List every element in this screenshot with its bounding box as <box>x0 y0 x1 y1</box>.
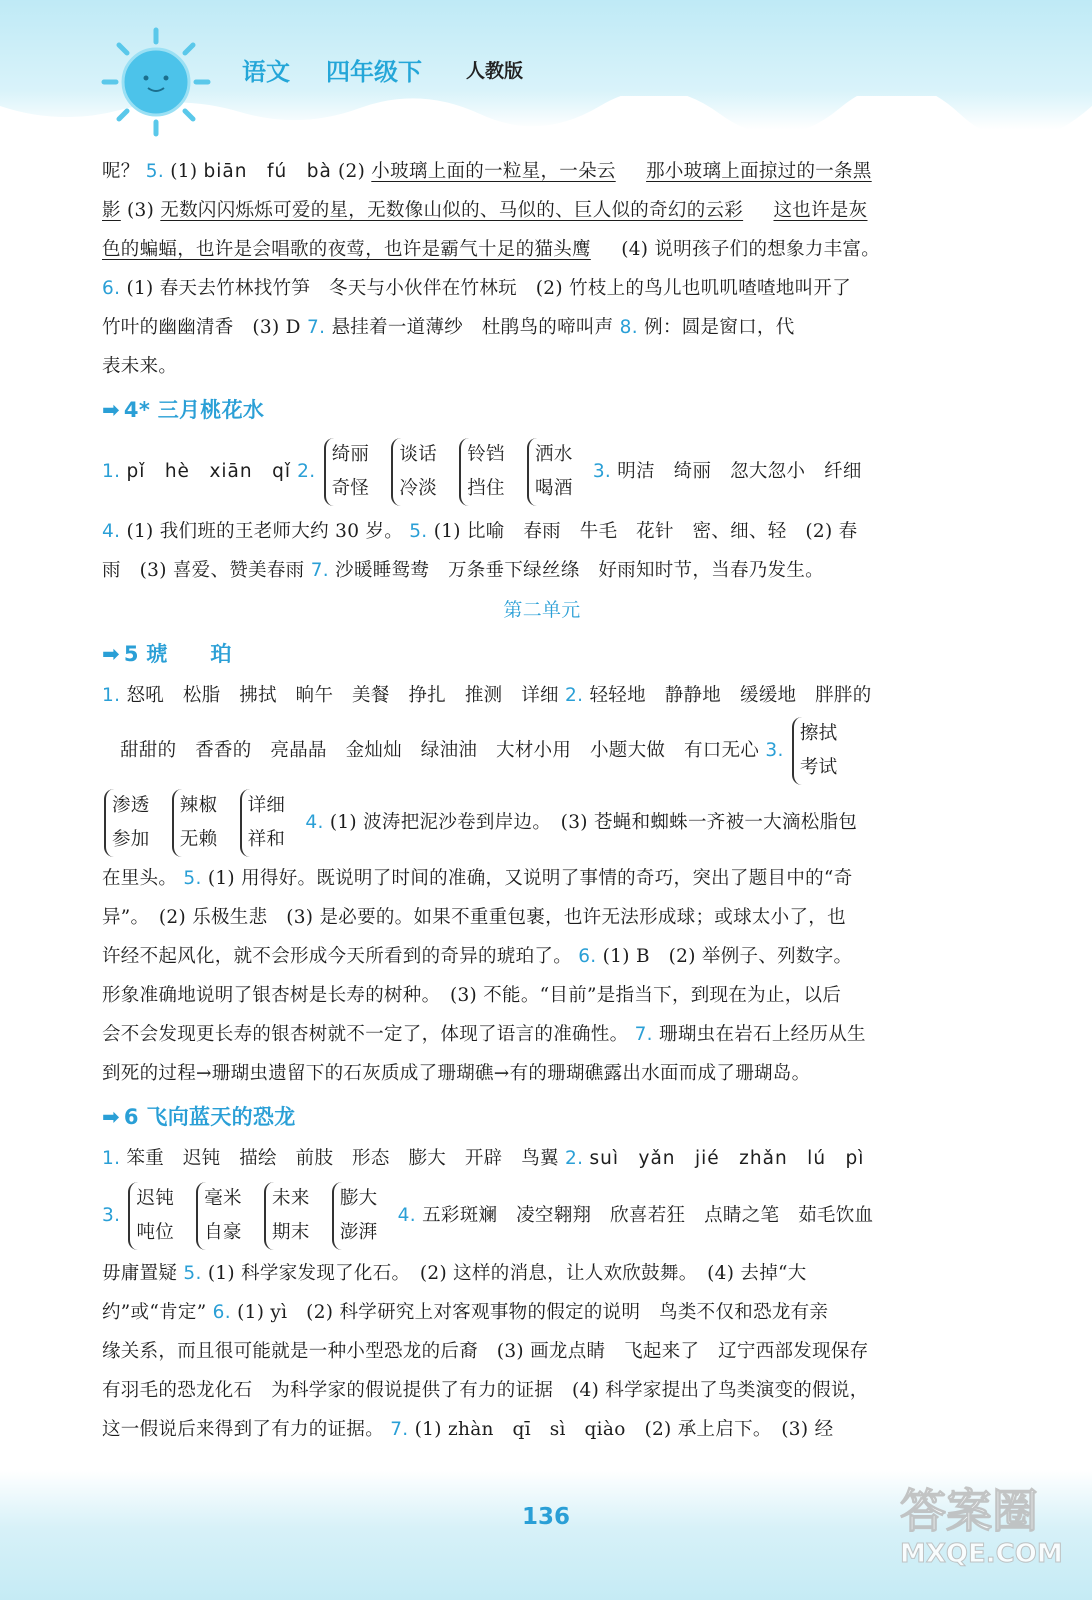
text: (3) <box>127 200 155 221</box>
text-line <box>102 859 982 898</box>
question-number: 5. <box>145 161 165 182</box>
text: 五彩斑斓 凌空翱翔 欣喜若狂 点睛之笔 茹毛饮血 <box>422 1205 874 1226</box>
text: 竹叶的幽幽清香 (3) D <box>102 317 301 338</box>
text: (1) 波涛把泥沙卷到岸边。 (3) 苍蝇和蜘蛛一齐被一大滴松脂包 <box>329 812 858 833</box>
question-number: 7. <box>634 1024 653 1045</box>
text: (1) yì (2) 科学研究上对客观事物的假定的说明 鸟类不仅和恐龙有亲 <box>237 1302 829 1323</box>
text-line <box>102 152 982 191</box>
question-number: 7. <box>307 317 326 338</box>
word-pair: 毫米 自豪 <box>196 1182 248 1250</box>
arrow-right-icon: ➡ <box>102 642 120 666</box>
sun-icon <box>100 26 212 138</box>
text: (1) 春天去竹林找竹笋 冬天与小伙伴在竹林玩 (2) 竹枝上的鸟儿也叽叽喳喳地叫开了 <box>126 278 852 299</box>
page-header <box>0 0 1092 130</box>
question-number: 6. <box>578 946 597 967</box>
text: 沙暖睡鸳鸯 万条垂下绿丝绦 好雨知时节，当春乃发生。 <box>335 560 824 581</box>
text-line <box>102 308 982 347</box>
question-number: 2. <box>565 1148 584 1169</box>
word-pair: 膨大 澎湃 <box>332 1182 384 1250</box>
lesson-title: 5 琥 珀 <box>123 642 232 666</box>
text: (1) 比喻 春雨 牛毛 花针 密、细、轻 (2) 春 <box>433 521 858 542</box>
text: 在里头。 <box>102 868 178 889</box>
text-line <box>102 676 982 715</box>
question-number: 4. <box>397 1205 416 1226</box>
pinyin: biān fú bà <box>203 161 332 182</box>
watermark-logo <box>900 1484 1070 1584</box>
text: 呢？ <box>102 161 140 182</box>
word-pair: 绮丽 奇怪 <box>324 438 376 506</box>
text: 怒吼 松脂 拂拭 晌午 美餐 挣扎 推测 详细 <box>126 685 559 706</box>
text-line <box>102 976 982 1015</box>
word-pair: 辣椒 无赖 <box>172 789 224 857</box>
arrow-right-icon: ➡ <box>102 398 120 422</box>
question-number: 8. <box>619 317 638 338</box>
page-number: 136 <box>521 1504 570 1530</box>
question-number: 3. <box>592 461 612 482</box>
text: (1) 用得好。既说明了时间的准确，又说明了事情的奇巧，突出了题目中的“奇 <box>207 868 853 889</box>
header-subject: 语文 <box>242 58 290 86</box>
text-line <box>102 1293 982 1332</box>
answer-content <box>102 152 982 1449</box>
text-line <box>102 1371 982 1410</box>
text: 毋庸置疑 <box>102 1263 178 1284</box>
text: 甜甜的 香香的 亮晶晶 金灿灿 绿油油 大材小用 小题大做 有口无心 <box>120 740 760 761</box>
question-number: 6. <box>102 278 121 299</box>
underlined-answer: 无数闪闪烁烁可爱的星，无数像山似的、马似的、巨人似的奇幻的云彩 <box>160 200 744 221</box>
word-pair: 铃铛 挡住 <box>459 438 511 506</box>
question-number: 3. <box>765 740 784 761</box>
text: 珊瑚虫在岩石上经历从生 <box>659 1024 866 1045</box>
text: 轻轻地 静静地 缓缓地 胖胖的 <box>589 685 872 706</box>
text-line <box>102 230 982 269</box>
header-grade: 四年级下 <box>326 58 422 86</box>
text: 会不会发现更长寿的银杏树就不一定了，体现了语言的准确性。 <box>102 1024 629 1045</box>
word-pair: 未来 期末 <box>264 1182 316 1250</box>
text: 缘关系，而且很可能就是一种小型恐龙的后裔 (3) 画龙点睛 飞起来了 辽宁西部发现保存 <box>102 1341 869 1362</box>
text-line <box>102 787 982 859</box>
word-pair: 擦拭 考试 <box>792 717 844 785</box>
lesson-heading <box>102 388 982 432</box>
question-number: 5. <box>183 868 202 889</box>
text: 悬挂着一道薄纱 杜鹃鸟的啼叫声 <box>331 317 614 338</box>
word-pair: 谈话 冷淡 <box>391 438 443 506</box>
text-line <box>102 269 982 308</box>
text: 雨 (3) 喜爱、赞美春雨 <box>102 560 305 581</box>
word-pair: 洒水 喝酒 <box>527 438 579 506</box>
question-number: 6. <box>212 1302 231 1323</box>
text-line <box>102 715 982 787</box>
watermark-text: 答案圈 <box>900 1484 1038 1538</box>
question-number: 2. <box>565 685 584 706</box>
text: 表未来。 <box>102 356 178 377</box>
text: (1) 科学家发现了化石。 (2) 这样的消息，让人欢欣鼓舞。 (4) 去掉“大 <box>207 1263 807 1284</box>
underlined-answer: 那小玻璃上面掠过的一条黑 <box>646 161 872 182</box>
text-line <box>102 1178 982 1254</box>
question-number: 7. <box>390 1419 409 1440</box>
text-line <box>102 191 982 230</box>
text-line <box>102 1254 982 1293</box>
question-number: 5. <box>183 1263 202 1284</box>
text-line <box>102 347 982 386</box>
text-line <box>102 1410 982 1449</box>
text: 例：圆是窗口，代 <box>644 317 795 338</box>
text: 有羽毛的恐龙化石 为科学家的假说提供了有力的证据 (4) 科学家提出了鸟类演变的假说， <box>102 1380 869 1401</box>
text: 形象准确地说明了银杏树是长寿的树种。 (3) 不能。“目前”是指当下，到现在为止，以后 <box>102 985 842 1006</box>
question-number: 5. <box>409 521 428 542</box>
text: (1) <box>170 161 198 182</box>
text: (4) 说明孩子们的想象力丰富。 <box>621 239 881 260</box>
underlined-answer: 色的蝙蝠，也许是会唱歌的夜莺，也许是霸气十足的猫头鹰 <box>102 239 591 260</box>
question-number: 1. <box>102 461 121 482</box>
unit-title: 第二单元 <box>503 599 581 621</box>
text-line <box>102 1054 982 1093</box>
watermark-url: MXQE.COM <box>900 1539 1063 1569</box>
text: 明洁 绮丽 忽大忽小 纤细 <box>617 461 862 482</box>
question-number: 7. <box>310 560 329 581</box>
text-line <box>102 937 982 976</box>
lesson-title: 4* 三月桃花水 <box>123 398 265 422</box>
word-pair: 渗透 参加 <box>104 789 156 857</box>
underlined-answer: 影 <box>102 200 121 221</box>
text-line <box>102 1332 982 1371</box>
text-line <box>102 1015 982 1054</box>
question-number: 1. <box>102 1148 121 1169</box>
text-line <box>102 1139 982 1178</box>
text-line <box>102 432 982 512</box>
question-number: 4. <box>102 521 121 542</box>
lesson-heading <box>102 632 982 676</box>
pinyin: pǐ hè xiān qǐ <box>126 461 291 482</box>
lesson-heading <box>102 1095 982 1139</box>
word-pair: 迟钝 吨位 <box>128 1182 180 1250</box>
text: 笨重 迟钝 描绘 前肢 形态 膨大 开辟 鸟翼 <box>126 1148 559 1169</box>
pinyin: suì yǎn jié zhǎn lú pì <box>589 1148 865 1169</box>
header-edition: 人教版 <box>466 60 524 82</box>
lesson-title: 6 飞向蓝天的恐龙 <box>123 1105 296 1129</box>
text-line <box>102 898 982 937</box>
underlined-answer: 小玻璃上面的一粒星，一朵云 <box>371 161 616 182</box>
text-line <box>102 551 982 590</box>
text: 异”。 (2) 乐极生悲 (3) 是必要的。如果不重重包裹，也许无法形成球；或球太小了，也 <box>102 907 846 928</box>
question-number: 2. <box>297 461 316 482</box>
text: (2) <box>338 161 366 182</box>
question-number: 3. <box>102 1205 121 1226</box>
word-pair: 详细 祥和 <box>240 789 292 857</box>
text: (1) 我们班的王老师大约 30 岁。 <box>126 521 404 542</box>
arrow-right-icon: ➡ <box>102 1105 120 1129</box>
text: 这一假说后来得到了有力的证据。 <box>102 1419 385 1440</box>
underlined-answer: 这也许是灰 <box>773 200 868 221</box>
text: 许经不起风化，就不会形成今天所看到的奇异的琥珀了。 <box>102 946 573 967</box>
text: 到死的过程→珊瑚虫遗留下的石灰质成了珊瑚礁→有的珊瑚礁露出水面而成了珊瑚岛。 <box>102 1063 811 1084</box>
text: (1) zhàn qī sì qiào (2) 承上启下。 (3) 经 <box>414 1419 834 1440</box>
question-number: 1. <box>102 685 121 706</box>
text-line <box>102 512 982 551</box>
text: (1) B (2) 举例子、列数字。 <box>602 946 853 967</box>
question-number: 4. <box>305 812 324 833</box>
text: 约”或“肯定” <box>102 1302 207 1323</box>
